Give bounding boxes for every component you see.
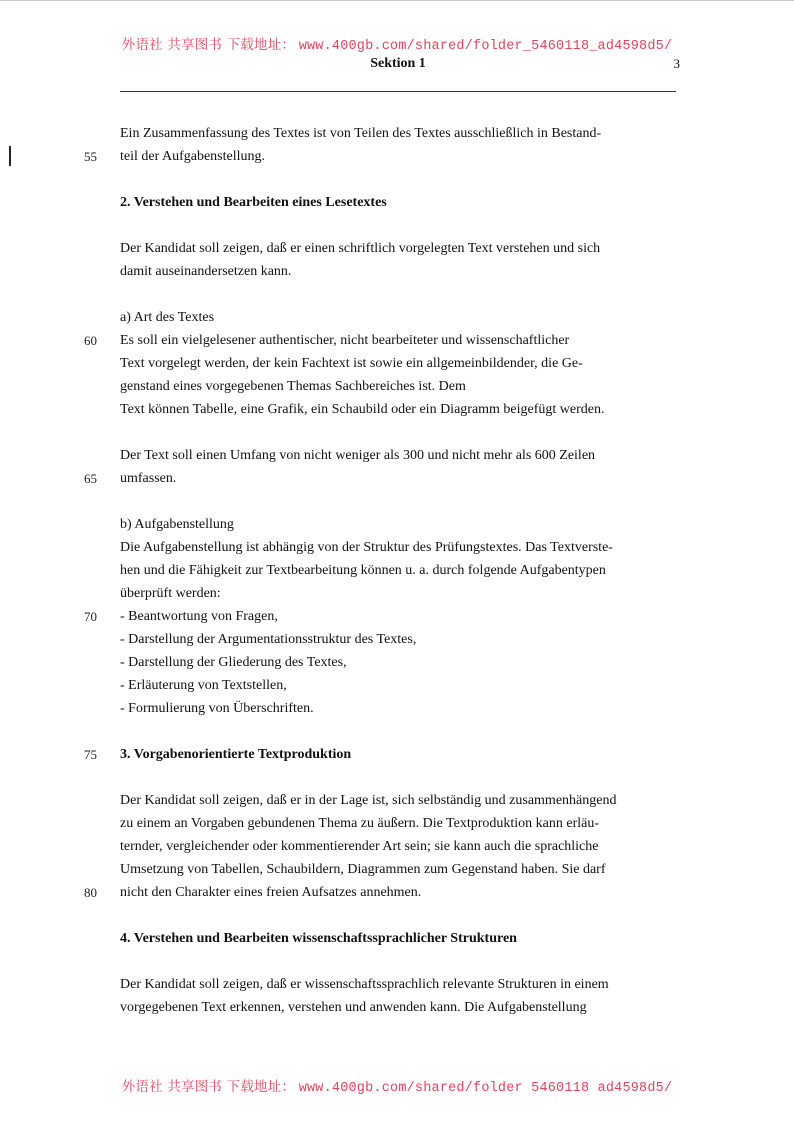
text-line: Der Kandidat soll zeigen, daß er einen schriftlich vorgelegten Text verstehen und sich: [120, 241, 601, 256]
text-line: Text vorgelegt werden, der kein Fachtext ist sowie ein allgemeinbildender, die Ge-: [120, 356, 583, 371]
text-line: Umsetzung von Tabellen, Schaubildern, Diagrammen zum Gegenstand haben. Sie darf: [120, 862, 606, 877]
line-number: 65: [84, 471, 97, 486]
text-line: Der Kandidat soll zeigen, daß er in der Lage ist, sich selbständig und zusammenhängend: [120, 793, 617, 808]
text-line: 60 Es soll ein vielgelesener authentischer, nicht bearbeiteter und wissenschaftlicher: [120, 329, 680, 352]
text-line: Der Kandidat soll zeigen, daß er wissenschaftssprachlich relevante Strukturen in einem: [120, 977, 609, 992]
header-divider: [120, 91, 676, 92]
text-line: genstand eines vorgegebenen Themas Sachbereiches ist. Dem: [120, 379, 466, 394]
text-line: hen und die Fähigkeit zur Textbearbeitung können u. a. durch folgende Aufgabentypen: [120, 563, 606, 578]
text-line: überprüft werden:: [120, 586, 221, 601]
text-line: Die Aufgabenstellung ist abhängig von der Struktur des Prüfungstextes. Das Textverste-: [120, 540, 613, 555]
text-line: Der Text soll einen Umfang von nicht weniger als 300 und nicht mehr als 600 Zeilen: [120, 448, 596, 463]
text-line: ternder, vergleichender oder kommentierender Art sein; sie kann auch die sprachliche: [120, 839, 599, 854]
subheading: b) Aufgabenstellung: [120, 517, 234, 532]
watermark-top: [0, 33, 794, 54]
watermark-bottom: [0, 1075, 794, 1096]
list-item: 70 - Beantwortung von Fragen,: [120, 605, 680, 628]
text-line: damit auseinandersetzen kann.: [120, 264, 292, 279]
list-item: - Erläuterung von Textstellen,: [120, 678, 287, 693]
watermark-label: 外语社 共享图书 下载地址：: [121, 1079, 296, 1095]
text-line: 55 teil der Aufgabenstellung.: [120, 145, 680, 168]
page-header: [120, 56, 680, 80]
section-heading: 75 3. Vorgabenorientierte Textproduktion: [120, 743, 680, 766]
text-line: Text können Tabelle, eine Grafik, ein Schaubild oder ein Diagramm beigefügt werden.: [120, 402, 605, 417]
watermark-url[interactable]: www.400gb.com/shared/folder 5460118 ad4598d5/: [298, 1081, 673, 1096]
page-number: 3: [673, 56, 680, 71]
subheading: a) Art des Textes: [120, 310, 215, 325]
line-number: 80: [84, 885, 97, 900]
text-line: 80 nicht den Charakter eines freien Aufsatzes annehmen.: [120, 881, 680, 904]
text-line: Ein Zusammenfassung des Textes ist von Teilen des Textes ausschließlich in Bestand-: [120, 126, 602, 141]
text-line: vorgegebenen Text erkennen, verstehen und anwenden kann. Die Aufgabenstellung: [120, 1000, 587, 1015]
document-body: [84, 122, 680, 1019]
list-item: - Formulierung von Überschriften.: [120, 701, 314, 716]
section-title: Sektion 1: [370, 56, 426, 71]
text-line: zu einem an Vorgaben gebundenen Thema zu äußern. Die Textproduktion kann erläu-: [120, 816, 600, 831]
text-line: 65 umfassen.: [120, 467, 680, 490]
margin-mark: [9, 146, 11, 166]
section-heading: 2. Verstehen und Bearbeiten eines Lesetextes: [120, 195, 387, 210]
line-number: 60: [84, 333, 97, 348]
section-heading: 4. Verstehen und Bearbeiten wissenschaftssprachlicher Strukturen: [120, 931, 517, 946]
page-top-edge: [0, 0, 794, 1]
watermark-label: 外语社 共享图书 下载地址：: [121, 37, 296, 53]
line-number: 55: [84, 149, 97, 164]
line-number: 75: [84, 747, 97, 762]
list-item: - Darstellung der Gliederung des Textes,: [120, 655, 347, 670]
list-item: - Darstellung der Argumentationsstruktur des Textes,: [120, 632, 417, 647]
watermark-url[interactable]: www.400gb.com/shared/folder_5460118_ad4598d5/: [298, 39, 673, 54]
line-number: 70: [84, 609, 97, 624]
